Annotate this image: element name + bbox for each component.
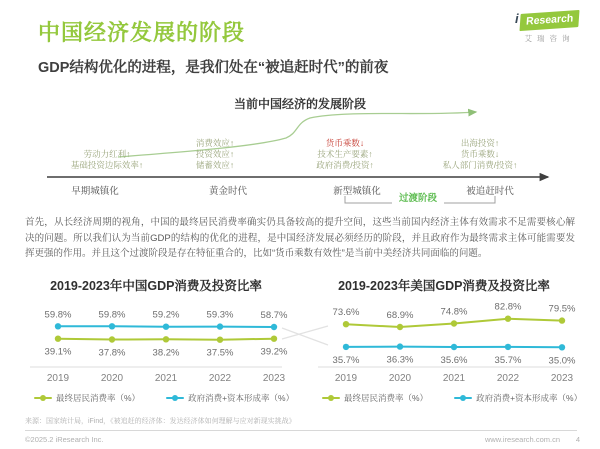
- legend-line-dot-icon: [166, 397, 184, 399]
- legend-line-dot-icon: [34, 397, 52, 399]
- svg-text:82.8%: 82.8%: [494, 301, 522, 313]
- legend-item: [166, 392, 294, 404]
- svg-text:37.5%: 37.5%: [206, 347, 234, 359]
- source-note: 来源：国家统计局，iFind，《被追赶的经济体：发达经济体如何理解与应对新现实挑战》: [25, 418, 296, 425]
- svg-text:73.6%: 73.6%: [332, 307, 360, 319]
- svg-text:35.0%: 35.0%: [548, 355, 576, 367]
- svg-text:2023: 2023: [262, 373, 286, 384]
- factor-group: [196, 138, 234, 171]
- legend-line-dot-icon: [322, 397, 340, 399]
- svg-text:68.9%: 68.9%: [386, 310, 414, 321]
- factor-group: [316, 138, 374, 171]
- chart-legend: [22, 392, 295, 404]
- logo-chinese-name: 艾瑞咨询: [524, 34, 575, 43]
- svg-text:2020: 2020: [100, 373, 124, 384]
- svg-text:2021: 2021: [154, 373, 178, 384]
- analysis-paragraph: 首先，从长经济周期的视角，中国的最终居民消费率确实仍具备较高的提升空间，这些当前国内经济主体有效需求不足需要核心解决的问题。所以我们认为当前GDP的结构的优化的进程，是中国经济发展必须经历的阶段，并且政府作为最终需求主体可能需要发挥更强的作用。并且这个过渡阶段是存在特征重合的，比如“货币乘数有效性”是当前中美经济共同面临的问题。: [25, 217, 575, 259]
- legend-item: [34, 392, 140, 404]
- svg-text:74.8%: 74.8%: [440, 306, 468, 318]
- svg-text:59.8%: 59.8%: [98, 309, 126, 321]
- stage-label: 黄金时代: [208, 186, 248, 197]
- svg-text:38.2%: 38.2%: [152, 347, 180, 359]
- iresearch-logo: [510, 12, 584, 44]
- factor-item: 货币乘数↓: [325, 138, 365, 148]
- legend-item: [322, 392, 428, 404]
- chart-title: 2019-2023年美国GDP消费及投资比率: [338, 279, 550, 293]
- factor-item: 货币乘数↓: [460, 149, 500, 159]
- logo-research-badge: Research: [519, 10, 579, 31]
- svg-text:2020: 2020: [388, 373, 412, 384]
- chart-plot: [310, 298, 578, 386]
- svg-text:2022: 2022: [208, 373, 232, 384]
- factor-group: [443, 138, 518, 171]
- svg-text:35.6%: 35.6%: [440, 355, 468, 366]
- svg-text:2023: 2023: [550, 373, 574, 384]
- factor-item: 出海投资↑: [460, 138, 500, 148]
- page-subtitle: GDP结构优化的进程，是我们处在“被追赶时代”的前夜: [38, 60, 389, 76]
- chart-title: 2019-2023年中国GDP消费及投资比率: [50, 279, 262, 293]
- svg-text:35.7%: 35.7%: [494, 354, 522, 366]
- svg-text:59.2%: 59.2%: [152, 309, 180, 321]
- transition-stage-label: 过渡阶段: [398, 193, 438, 204]
- factor-item: 劳动力红利↑: [83, 149, 131, 159]
- chart-plot: [22, 298, 290, 386]
- legend-line-dot-icon: [454, 397, 472, 399]
- svg-text:37.8%: 37.8%: [98, 347, 126, 359]
- legend-label: 最终居民消费率（%）: [56, 393, 141, 403]
- factor-item: 储蓄效应↑: [195, 160, 235, 170]
- svg-text:79.5%: 79.5%: [548, 303, 576, 315]
- legend-label: 最终居民消费率（%）: [344, 393, 429, 403]
- svg-text:35.7%: 35.7%: [332, 354, 360, 366]
- logo-i-glyph: i: [515, 11, 519, 26]
- factor-item: 消费效应↑: [195, 138, 235, 148]
- factor-item: 投资效应↑: [195, 149, 235, 159]
- svg-text:39.2%: 39.2%: [260, 346, 288, 358]
- factor-item: 私人部门消费/投资↑: [442, 160, 518, 170]
- legend-item: [454, 392, 582, 404]
- us-gdp-chart: [310, 276, 583, 404]
- factor-item: 技术生产要素↑: [317, 149, 373, 159]
- china-gdp-chart: [22, 276, 295, 404]
- stage-label: 被追赶时代: [466, 186, 514, 197]
- diagram-title: 当前中国经济的发展阶段: [233, 97, 366, 111]
- copyright: ©2025.2 iResearch Inc.: [25, 435, 104, 444]
- svg-text:2022: 2022: [496, 373, 520, 384]
- factor-item: 基础投资边际效率↑: [70, 160, 144, 170]
- svg-text:39.1%: 39.1%: [44, 346, 72, 358]
- svg-text:36.3%: 36.3%: [386, 354, 414, 366]
- svg-text:59.3%: 59.3%: [206, 309, 234, 321]
- chart-legend: [310, 392, 583, 404]
- stage-label: 新型城镇化: [333, 186, 381, 197]
- page-number: 4: [575, 435, 580, 444]
- svg-text:2019: 2019: [334, 373, 358, 384]
- stage-label: 早期城镇化: [71, 186, 119, 197]
- website: www.iresearch.com.cn: [484, 435, 560, 444]
- footer-divider: [25, 430, 577, 431]
- svg-text:59.8%: 59.8%: [44, 309, 72, 321]
- factor-group: [71, 149, 143, 171]
- growth-curve: [118, 112, 476, 157]
- legend-label: 政府消费+资本形成率（%）: [476, 393, 583, 403]
- legend-label: 政府消费+资本形成率（%）: [188, 393, 295, 403]
- svg-text:2021: 2021: [442, 373, 466, 384]
- svg-text:58.7%: 58.7%: [260, 310, 288, 321]
- svg-text:2019: 2019: [46, 373, 70, 384]
- page-title: 中国经济发展的阶段: [38, 20, 246, 45]
- factor-item: 政府消费/投资↑: [316, 160, 374, 170]
